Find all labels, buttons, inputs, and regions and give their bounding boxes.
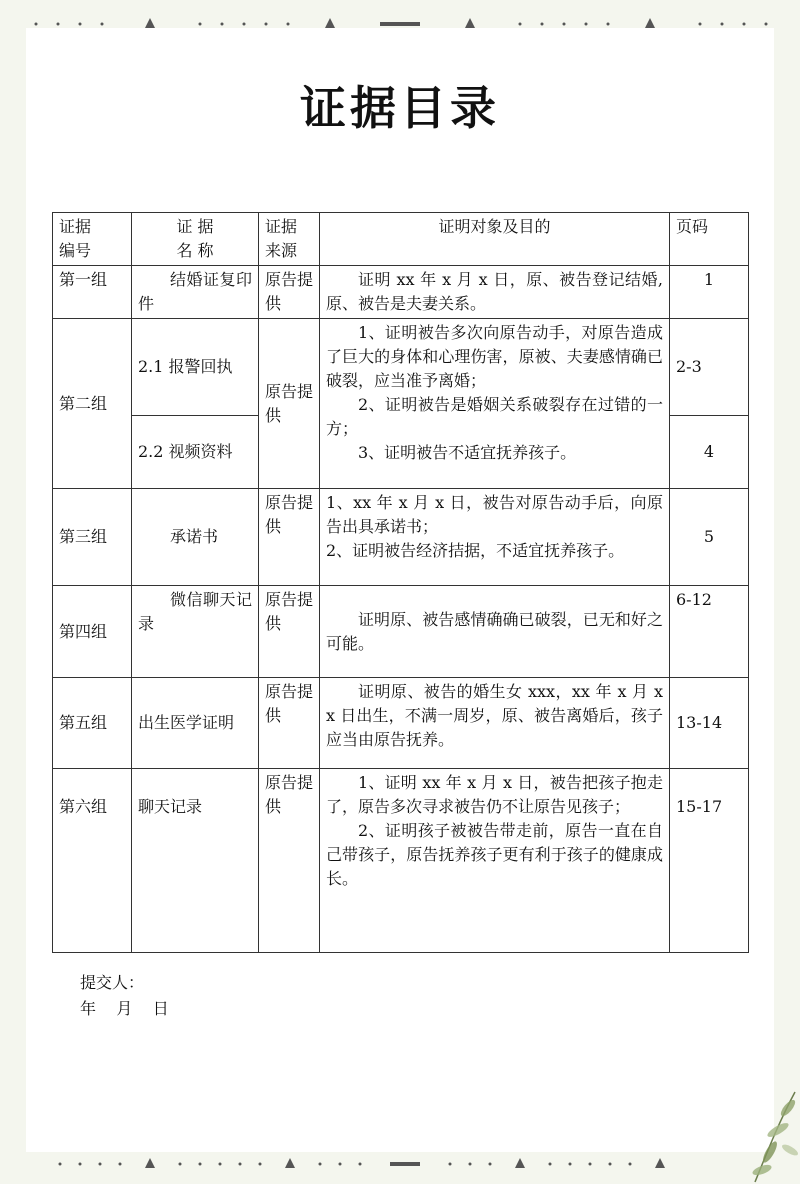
page-cell: 4 bbox=[670, 416, 749, 489]
table-row bbox=[53, 266, 749, 319]
source-cell: 原告提供 bbox=[259, 489, 320, 586]
group-cell: 第三组 bbox=[53, 489, 132, 586]
evidence-name-cell: 2.2 视频资料 bbox=[132, 416, 259, 489]
evidence-name-cell: 微信聊天记录 bbox=[132, 586, 259, 678]
source-cell: 原告提供 bbox=[259, 769, 320, 953]
header-evidence-source: 证据 来源 bbox=[259, 213, 320, 266]
evidence-name-cell: 聊天记录 bbox=[132, 769, 259, 953]
group-cell: 第六组 bbox=[53, 769, 132, 953]
page-cell: 1 bbox=[670, 266, 749, 319]
page-cell: 5 bbox=[670, 489, 749, 586]
source-cell: 原告提供 bbox=[259, 586, 320, 678]
group-cell: 第四组 bbox=[53, 586, 132, 678]
table-header-row bbox=[53, 213, 749, 266]
bottom-decorative-border bbox=[0, 1154, 800, 1184]
purpose-cell: 证明 xx 年 x 月 x 日，原、被告登记结婚,原、被告是夫妻关系。 bbox=[320, 266, 670, 319]
evidence-name-cell: 结婚证复印件 bbox=[132, 266, 259, 319]
submitter-label: 提交人： bbox=[80, 973, 145, 992]
header-evidence-no: 证据 编号 bbox=[53, 213, 132, 266]
page-cell: 6-12 bbox=[670, 586, 749, 678]
table-row bbox=[53, 678, 749, 769]
group-cell: 第五组 bbox=[53, 678, 132, 769]
header-page: 页码 bbox=[670, 213, 749, 266]
evidence-name-cell: 承诺书 bbox=[132, 489, 259, 586]
source-cell: 原告提供 bbox=[259, 266, 320, 319]
leaf-decoration-icon bbox=[700, 1090, 800, 1184]
source-cell: 原告提供 bbox=[259, 678, 320, 769]
source-cell: 原告提供 bbox=[259, 319, 320, 489]
table-row bbox=[53, 586, 749, 678]
date-line: 年 月 日 bbox=[80, 999, 169, 1018]
page-cell: 13-14 bbox=[670, 678, 749, 769]
purpose-cell: 证明原、被告的婚生女 xxx，xx 年 x 月 xx 日出生，不满一周岁，原、被告离婚后，孩子应当由原告抚养。 bbox=[320, 678, 670, 769]
group-cell: 第一组 bbox=[53, 266, 132, 319]
table-row bbox=[53, 769, 749, 953]
header-evidence-name: 证 据 名 称 bbox=[132, 213, 259, 266]
table-row bbox=[53, 489, 749, 586]
top-decorative-border bbox=[0, 0, 800, 30]
purpose-cell: 证明原、被告感情确确已破裂，已无和好之可能。 bbox=[320, 586, 670, 678]
evidence-name-cell: 2.1 报警回执 bbox=[132, 319, 259, 416]
group-cell: 第二组 bbox=[53, 319, 132, 489]
footer bbox=[80, 970, 169, 1022]
evidence-name-cell: 出生医学证明 bbox=[132, 678, 259, 769]
header-purpose: 证明对象及目的 bbox=[320, 213, 670, 266]
page-cell: 15-17 bbox=[670, 769, 749, 953]
purpose-cell: 1、证明被告多次向原告动手，对原告造成了巨大的身体和心理伤害，原被、夫妻感情确已破裂，应当准予离婚； 2、证明被告是婚姻关系破裂存在过错的一方； 3、证明被告不适宜抚养孩子。 bbox=[320, 319, 670, 489]
table-row bbox=[53, 319, 749, 416]
purpose-cell: 1、证明 xx 年 x 月 x 日，被告把孩子抱走了，原告多次寻求被告仍不让原告见孩子； 2、证明孩子被被告带走前，原告一直在自己带孩子，原告抚养孩子更有利于孩子的健康成长。 bbox=[320, 769, 670, 953]
page-cell: 2-3 bbox=[670, 319, 749, 416]
evidence-table bbox=[52, 212, 749, 953]
page-title: 证据目录 bbox=[300, 81, 500, 135]
purpose-cell: 1、xx 年 x 月 x 日，被告对原告动手后，向原告出具承诺书； 2、证明被告经济拮据，不适宜抚养孩子。 bbox=[320, 489, 670, 586]
